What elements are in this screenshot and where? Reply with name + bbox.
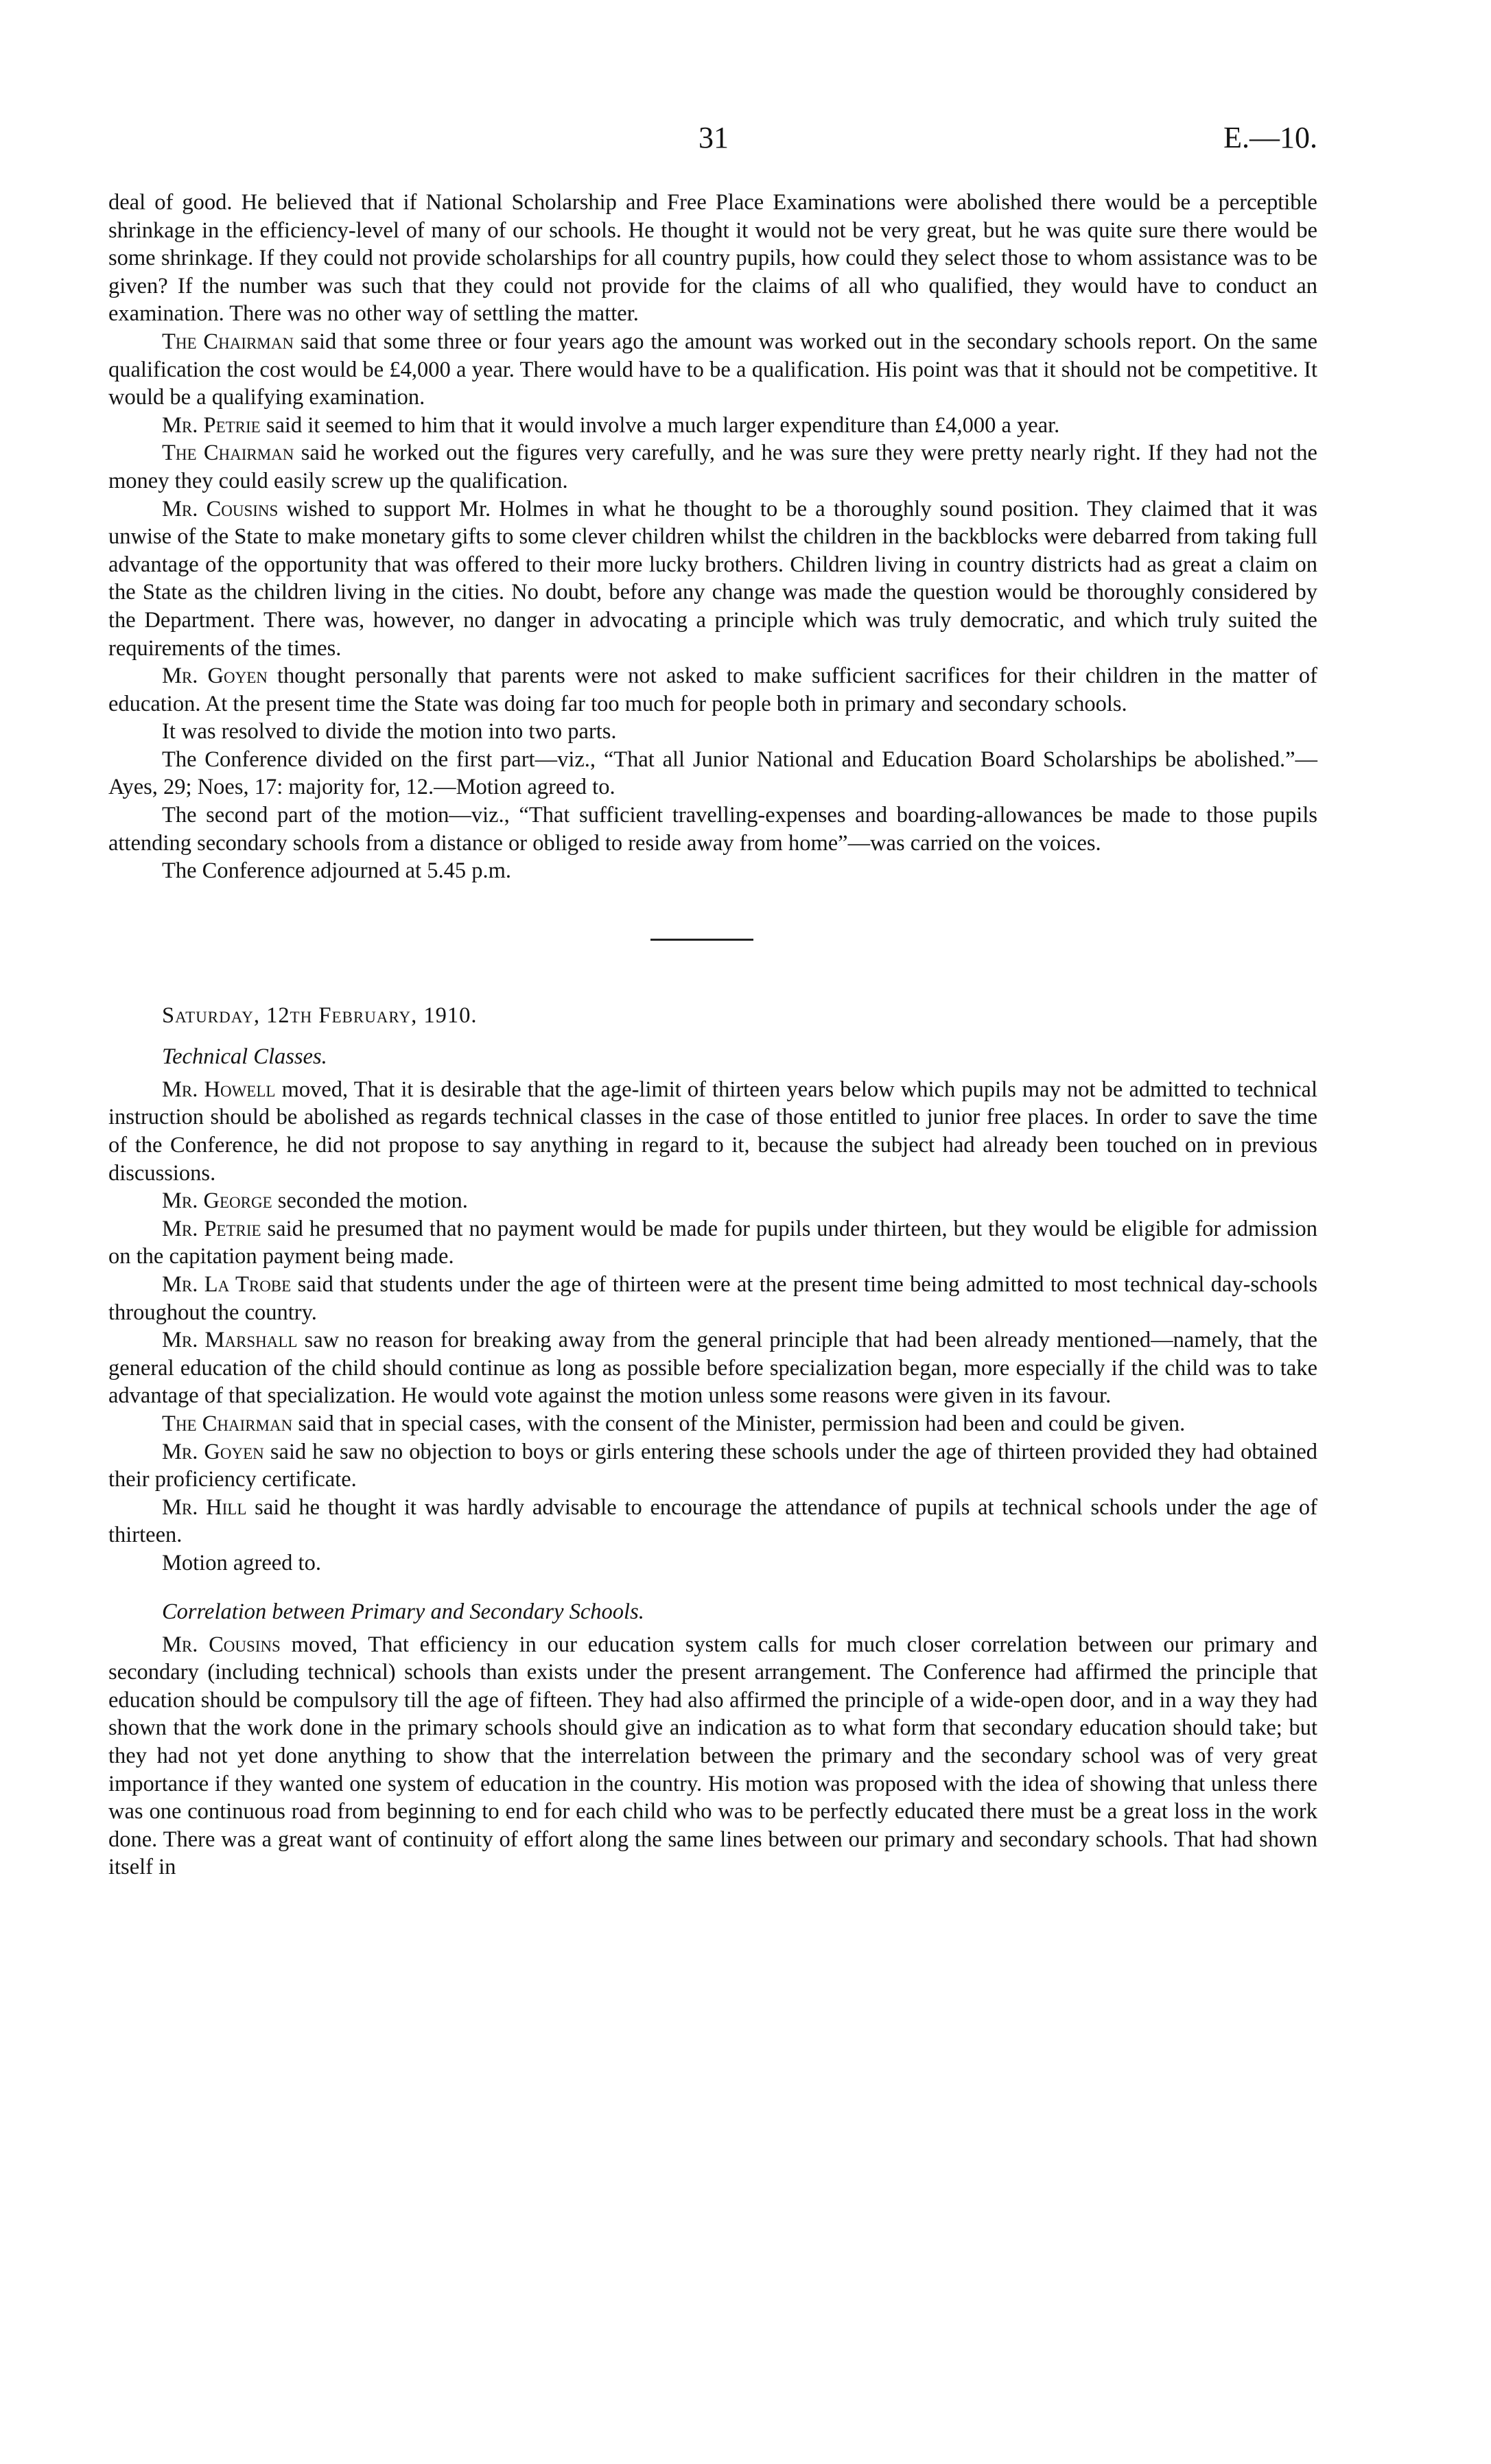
paragraph [108, 328, 1317, 412]
paragraph [108, 495, 1317, 663]
paragraph [108, 746, 1317, 801]
paragraph [108, 1326, 1317, 1410]
proceedings-part-3 [108, 1631, 1317, 1881]
paragraph [108, 1076, 1317, 1187]
paragraph-text: wished to support Mr. Holmes in what he thought to be a thoroughly sound position. They claimed that it was unwise of the State to make monetary gifts to some clever children whilst the children in the backblocks were debarred from taking full advantage of the opportunity that was offered to their more lucky brothers. Children living in country districts had as great a claim on the State as the children living in the cities. No doubt, before any change was made the question would be thoroughly considered by the Department. There was, however, no danger in advocating a principle which was truly democratic, and which truly suited the requirements of the times. [108, 496, 1317, 661]
paragraph-text: said he presumed that no payment would be made for pupils under thirteen, but they would be eligible for admission on the capitation payment being made. [108, 1216, 1317, 1269]
paragraph-text: seconded the motion. [272, 1188, 468, 1214]
paragraph [108, 1438, 1317, 1494]
speaker-name: Mr. Goyen [162, 1439, 264, 1464]
speaker-name: Mr. Cousins [162, 1632, 281, 1657]
divider-rule [650, 939, 753, 941]
page-number: 31 [698, 121, 729, 154]
paragraph-text: said it seemed to him that it would involve a much larger expenditure than £4,000 a year. [260, 412, 1060, 438]
proceedings-part-1 [108, 189, 1317, 885]
paragraph [108, 1631, 1317, 1881]
paragraph-text: said that students under the age of thirteen were at the present time being admitted to most technical day-schools throughout the country. [108, 1272, 1317, 1325]
proceedings-part-2 [108, 1076, 1317, 1577]
paragraph-text: said that in special cases, with the consent of the Minister, permission had been and could be given. [292, 1411, 1186, 1436]
paragraph [108, 439, 1317, 495]
page-header [110, 120, 1317, 161]
date-heading: Saturday, 12th February, 1910. [162, 1002, 478, 1028]
speaker-name: Mr. La Trobe [162, 1272, 292, 1297]
paragraph [108, 1271, 1317, 1326]
speaker-name: Mr. Petrie [162, 412, 261, 438]
paragraph-text: said he saw no objection to boys or girls entering these schools under the age of thirteen provided they had obtained their proficiency certificate. [108, 1439, 1317, 1492]
speaker-name: Mr. Marshall [162, 1328, 298, 1353]
speaker-name: Mr. Cousins [162, 496, 279, 521]
paragraph-text: said that some three or four years ago the amount was worked out in the secondary schools report. On the same qualification the cost would be £4,000 a year. There would have to be a qualification. His point was that it should not be competitive. It would be a qualifying examination. [108, 329, 1317, 410]
paragraph-text: saw no reason for breaking away from the general principle that had been already mentioned—namely, that the general education of the child should continue as long as possible before specialization began, more especially if the child was to take advantage of that specialization. He would vote against the motion unless some reasons were given in its favour. [108, 1328, 1317, 1409]
paragraph [108, 801, 1317, 857]
paragraph-text: The second part of the motion—viz., “That sufficient travelling-expenses and boarding-allowances be made to those pupils attending secondary schools from a distance or obliged to reside away from home”—was carried on the voices. [108, 803, 1317, 856]
section-heading-technical-classes: Technical Classes. [162, 1044, 327, 1069]
speaker-name: Mr. Petrie [162, 1216, 261, 1241]
paragraph-text: said he worked out the figures very carefully, and he was sure they were pretty nearly right. If they had not the money they could easily screw up the qualification. [108, 441, 1317, 493]
paragraph-text: moved, That it is desirable that the age-limit of thirteen years below which pupils may not be admitted to technical instruction should be abolished as regards technical classes in the case of those entitled to junior free places. In order to save the time of the Conference, he did not propose to say anything in regard to it, because the subject had already been touched on in previous discussions. [108, 1077, 1317, 1186]
speaker-name: The Chairman [162, 329, 294, 354]
speaker-name: Mr. Goyen [162, 664, 268, 689]
paragraph [108, 857, 1317, 885]
section-divider [108, 885, 1317, 1002]
paragraph-text: The Conference divided on the first part—viz., “That all Junior National and Education Board Scholarships be abolished.”—Ayes, 29; Noes, 17: majority for, 12.—Motion agreed to. [108, 747, 1317, 800]
speaker-name: Mr. Howell [162, 1077, 276, 1102]
paragraph [108, 1215, 1317, 1271]
paragraph-text: It was resolved to divide the motion into two parts. [162, 719, 617, 744]
document-reference: E.—10. [1223, 121, 1317, 154]
paragraph-text: thought personally that parents were not asked to make sufficient sacrifices for their children in the matter of education. At the present time the State was doing far too much for people both in primary and secondary schools. [108, 664, 1318, 716]
paragraph [108, 1549, 1317, 1577]
paragraph [108, 1410, 1317, 1438]
paragraph-text: moved, That efficiency in our education system calls for much closer correlation between our primary and secondary (including technical) schools than exists under the present arrangement. The Conference had affirmed the principle that education should be compulsory till the age of fifteen. They had also affirmed the principle of a wide-open door, and in a way they had shown that the work done in the primary schools should give an indication as to what form that secondary education should take; but they had not yet done anything to show that the interrelation between the primary and the secondary school was of very great importance if they wanted one system of education in the country. His motion was proposed with the idea of showing that unless there was one continuous road from beginning to end for each child who was to be perfectly educated there must be a great loss in the work done. There was a great want of continuity of effort along the same lines between our primary and secondary schools. That had shown itself in [108, 1632, 1317, 1880]
paragraph-text: The Conference adjourned at 5.45 p.m. [162, 858, 511, 884]
speaker-name: The Chairman [162, 1411, 293, 1436]
paragraph [108, 189, 1317, 328]
speaker-name: Mr. George [162, 1188, 272, 1214]
paragraph-text: deal of good. He believed that if National Scholarship and Free Place Examinations were abolished there would be a perceptible shrinkage in the efficiency-level of many of our schools. He thought it would not be very great, but he was quite sure there would be some shrinkage. If they could not provide scholarships for all country pupils, how could they select those to whom assistance was to be given? If the number was such that they could not provide for the claims of all who qualified, they would have to conduct an examination. There was no other way of settling the matter. [108, 190, 1317, 327]
section-heading-correlation: Correlation between Primary and Secondary Schools. [162, 1599, 644, 1624]
paragraph [108, 412, 1317, 440]
speaker-name: The Chairman [162, 441, 294, 466]
speaker-name: Mr. Hill [162, 1494, 247, 1520]
paragraph [108, 1187, 1317, 1215]
paragraph-text: Motion agreed to. [162, 1550, 321, 1575]
paragraph [108, 1494, 1317, 1549]
paragraph [108, 718, 1317, 746]
paragraph [108, 662, 1317, 718]
body-text [108, 189, 1317, 1881]
paragraph-text: said he thought it was hardly advisable to encourage the attendance of pupils at technical schools under the age of thirteen. [108, 1494, 1317, 1548]
